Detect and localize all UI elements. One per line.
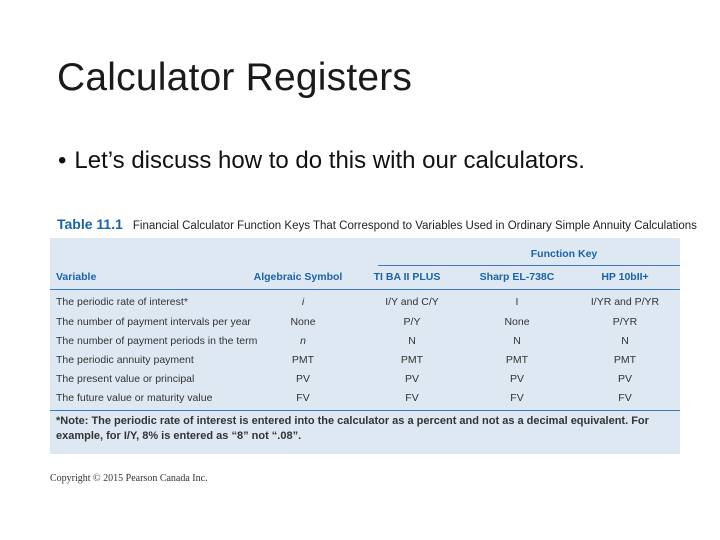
cell-symbol: PV xyxy=(295,373,311,385)
cell-hp: FV xyxy=(618,392,632,404)
cell-ti: N xyxy=(408,335,416,347)
table-caption xyxy=(50,216,697,236)
table-panel xyxy=(50,238,680,454)
cell-variable: The periodic annuity payment xyxy=(56,354,194,366)
cell-hp: I/YR and P/YR xyxy=(590,296,660,308)
cell-sharp: PV xyxy=(509,373,525,385)
cell-ti: PMT xyxy=(400,354,424,366)
bullet-text: Let’s discuss how to do this with our calculators. xyxy=(74,147,585,174)
bullet-item xyxy=(58,147,585,175)
cell-ti: FV xyxy=(405,392,419,404)
cell-sharp: N xyxy=(513,335,521,347)
cell-symbol: FV xyxy=(296,392,310,404)
cell-hp: P/YR xyxy=(612,316,638,328)
cell-sharp: FV xyxy=(510,392,524,404)
col-header-variable: Variable xyxy=(56,271,97,283)
cell-hp: PMT xyxy=(613,354,637,366)
group-header-rule xyxy=(378,265,680,266)
header-rule xyxy=(50,289,680,290)
cell-sharp: None xyxy=(504,316,530,328)
table-caption-text: Financial Calculator Function Keys That Correspond to Variables Used in Ordinary Simple Annuity Calculations xyxy=(132,220,697,232)
cell-variable: The number of payment periods in the term xyxy=(56,335,258,347)
cell-ti: P/Y xyxy=(403,316,421,328)
cell-symbol: PMT xyxy=(291,354,315,366)
cell-sharp: I xyxy=(515,296,519,308)
group-header-function-key: Function Key xyxy=(530,248,598,260)
cell-symbol: None xyxy=(290,316,316,328)
cell-ti: I/Y and C/Y xyxy=(385,296,439,308)
col-header-ti: TI BA II PLUS xyxy=(373,271,441,283)
bullet-marker: • xyxy=(58,147,67,174)
annuity-keys-table xyxy=(50,216,697,456)
copyright-notice: Copyright © 2015 Pearson Canada Inc. xyxy=(50,473,208,484)
cell-sharp: PMT xyxy=(505,354,529,366)
cell-variable: The periodic rate of interest* xyxy=(56,296,188,308)
cell-hp: PV xyxy=(617,373,633,385)
table-footnote: *Note: The periodic rate of interest is entered into the calculator as a percent and not as a decimal equivalent. For example, for I/Y, 8% is entered as “8” not “.08”. xyxy=(56,415,649,442)
note-rule xyxy=(50,410,680,411)
cell-variable: The present value or principal xyxy=(56,373,195,385)
col-header-algebraic-symbol: Algebraic Symbol xyxy=(253,271,343,283)
cell-ti: PV xyxy=(404,373,420,385)
cell-variable: The future value or maturity value xyxy=(56,392,213,404)
cell-variable: The number of payment intervals per year xyxy=(56,316,251,328)
cell-hp: N xyxy=(621,335,629,347)
cell-symbol: n xyxy=(300,335,306,347)
slide-title: Calculator Registers xyxy=(57,56,413,99)
table-number: Table 11.1 xyxy=(57,216,123,232)
col-header-hp: HP 10bII+ xyxy=(601,271,649,283)
cell-symbol: i xyxy=(301,296,305,308)
col-header-sharp: Sharp EL-738C xyxy=(479,271,555,283)
